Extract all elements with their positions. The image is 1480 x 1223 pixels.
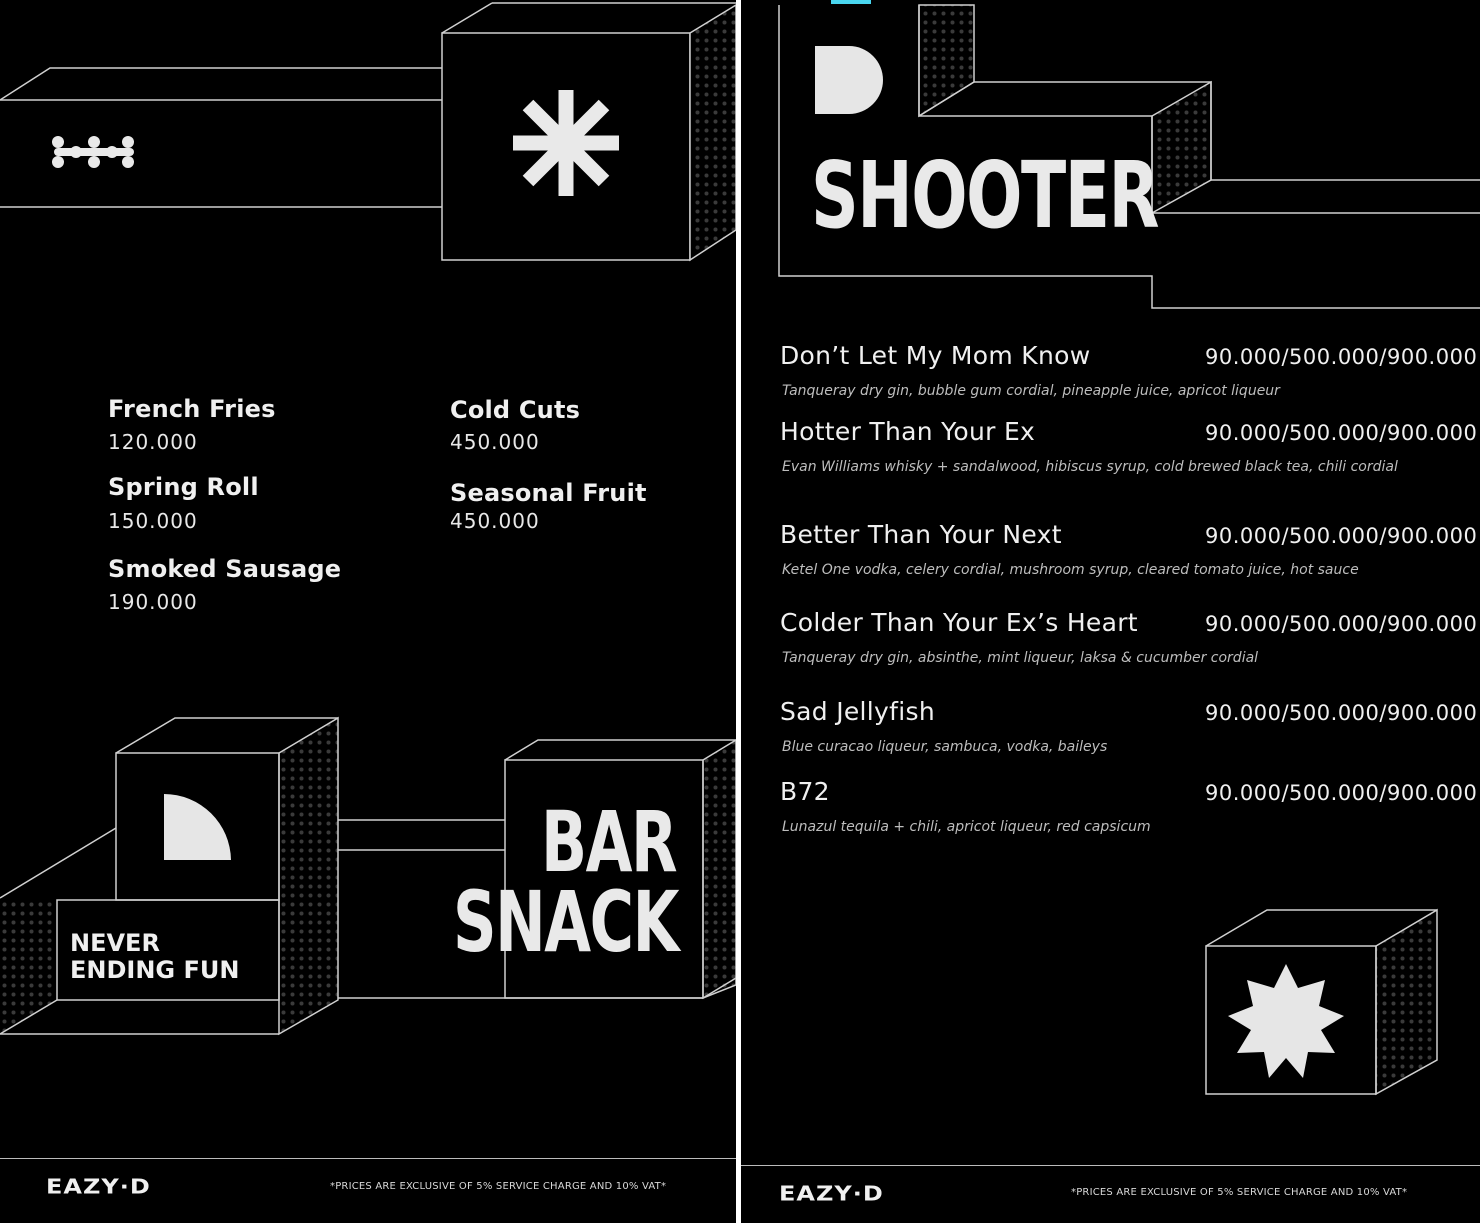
item-price: 190.000: [108, 590, 198, 614]
xo-logo-icon: [52, 136, 134, 168]
starburst-icon: [1228, 964, 1344, 1078]
drink-name: Sad Jellyfish: [780, 697, 935, 726]
price-disclaimer: *PRICES ARE EXCLUSIVE OF 5% SERVICE CHARGE AND 10% VAT*: [330, 1181, 667, 1192]
section-title: SHOOTER: [811, 142, 1159, 249]
brand-logo: EAZY·D: [46, 1175, 151, 1199]
drink-description: Evan Williams whisky + sandalwood, hibiscus syrup, cold brewed black tea, chili cordial: [782, 459, 1398, 475]
drink-description: Blue curacao liqueur, sambuca, vodka, baileys: [782, 739, 1108, 755]
drink-description: Lunazul tequila + chili, apricot liqueur, red capsicum: [782, 819, 1151, 835]
drink-name: Better Than Your Next: [780, 520, 1062, 549]
brand-logo: EAZY·D: [779, 1182, 884, 1206]
item-price: 450.000: [450, 430, 540, 454]
section-title-line-1: BAR: [541, 793, 677, 891]
footer-divider: [741, 1165, 1480, 1166]
item-price: 450.000: [450, 509, 540, 533]
bar-snack-menu: [0, 0, 736, 1223]
item-name: Cold Cuts: [450, 396, 581, 424]
drink-price: 90.000/500.000/900.000: [1205, 421, 1478, 445]
section-title-line-2: SNACK: [453, 873, 679, 971]
item-name: Spring Roll: [108, 473, 259, 501]
item-price: 150.000: [108, 509, 198, 533]
drink-name: Colder Than Your Ex’s Heart: [780, 608, 1138, 637]
drink-name: B72: [780, 777, 830, 806]
item-name: Seasonal Fruit: [450, 479, 647, 507]
tagline-line-2: ENDING FUN: [70, 956, 240, 984]
drink-description: Tanqueray dry gin, absinthe, mint liqueur, laksa & cucumber cordial: [782, 650, 1259, 666]
item-name: Smoked Sausage: [108, 555, 342, 583]
drink-price: 90.000/500.000/900.000: [1205, 524, 1478, 548]
drink-name: Hotter Than Your Ex: [780, 417, 1036, 446]
tagline-line-1: NEVER: [70, 929, 160, 957]
drink-description: Ketel One vodka, celery cordial, mushroom syrup, cleared tomato juice, hot sauce: [782, 562, 1359, 578]
d-shape-icon: [815, 46, 883, 114]
drink-price: 90.000/500.000/900.000: [1205, 701, 1478, 725]
drink-price: 90.000/500.000/900.000: [1205, 781, 1478, 805]
price-disclaimer: *PRICES ARE EXCLUSIVE OF 5% SERVICE CHARGE AND 10% VAT*: [1071, 1187, 1408, 1198]
item-price: 120.000: [108, 430, 198, 454]
quarter-circle-icon: [164, 794, 231, 860]
footer-divider: [0, 1158, 736, 1159]
drink-name: Don’t Let My Mom Know: [780, 341, 1091, 370]
item-name: French Fries: [108, 395, 276, 423]
drink-description: Tanqueray dry gin, bubble gum cordial, pineapple juice, apricot liqueur: [782, 383, 1280, 399]
drink-price: 90.000/500.000/900.000: [1205, 345, 1478, 369]
drink-price: 90.000/500.000/900.000: [1205, 612, 1478, 636]
tagline: [70, 930, 239, 984]
shooter-menu: [741, 0, 1480, 1223]
asterisk-icon: [513, 90, 619, 196]
